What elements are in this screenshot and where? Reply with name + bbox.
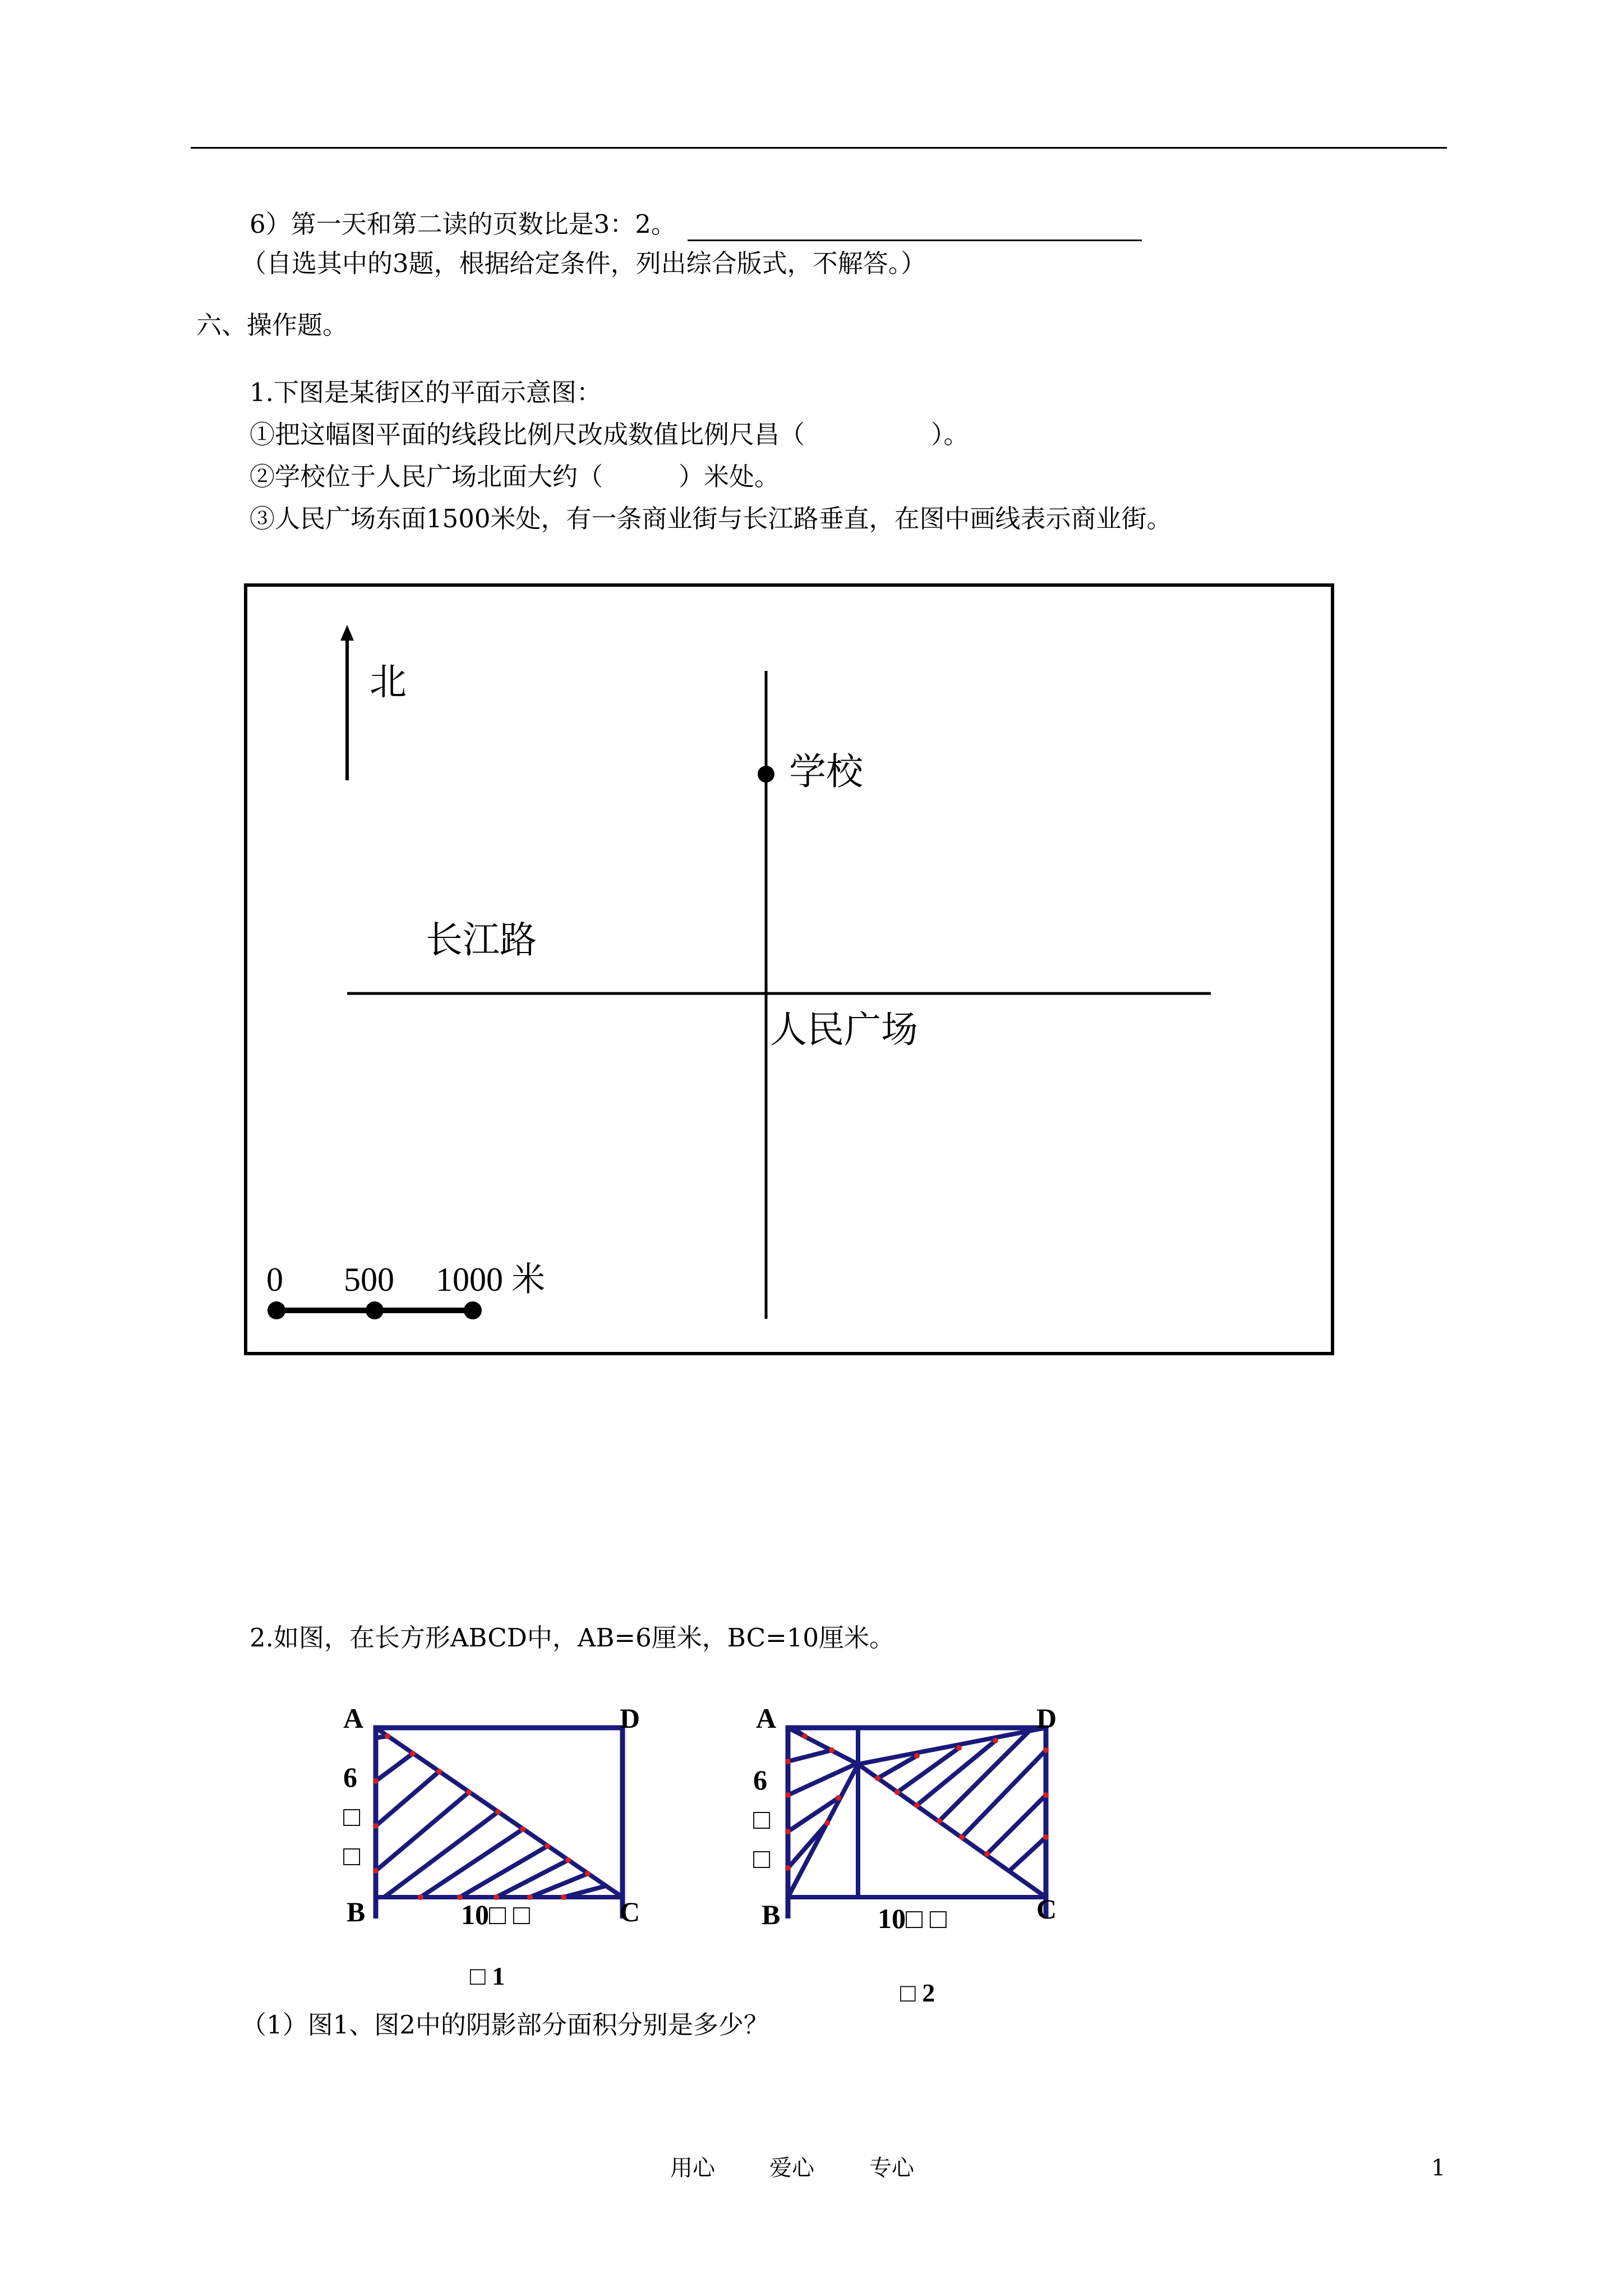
page-number: 1 — [1431, 2155, 1446, 2181]
scale-dot-0 — [268, 1301, 285, 1319]
fig2-label-B: B — [762, 1899, 781, 1930]
footer-right: 专心 — [869, 2155, 914, 2181]
footer-left: 用心 — [670, 2155, 715, 2181]
choose-note: （自选其中的3题，根据给定条件，列出综合版式，不解答。） — [241, 249, 926, 278]
fig2-side-unit-1: □ — [753, 1803, 771, 1835]
section-title: 六、操作题。 — [196, 310, 348, 340]
fig2-bottom-label: 10□ □ — [878, 1903, 947, 1934]
road-label: 长江路 — [426, 918, 537, 961]
fig2-side-number: 6 — [753, 1764, 767, 1796]
fig1-label-D: D — [620, 1703, 640, 1734]
fig1-bottom-label: 10□ □ — [461, 1899, 530, 1930]
q1-item1: ①把这幅图平面的线段比例尺改成数值比例尺昌（ ）。 — [250, 420, 969, 449]
fig1-caption: □ 1 — [470, 1962, 505, 1990]
question-6 — [250, 208, 1142, 241]
north-arrow-head — [340, 625, 354, 641]
q1-intro: 1.下图是某街区的平面示意图： — [250, 378, 602, 407]
fig1-side-number: 6 — [343, 1761, 357, 1793]
fig1-label-C: C — [620, 1896, 640, 1927]
north-label: 北 — [370, 660, 407, 703]
fig2-label-D: D — [1036, 1703, 1057, 1734]
school-dot — [758, 766, 774, 783]
answer-blank[interactable] — [688, 215, 1142, 241]
header-rule — [191, 147, 1447, 149]
scale-dot-500 — [366, 1301, 384, 1319]
school-label: 学校 — [789, 750, 863, 793]
fig1-label-A: A — [343, 1703, 364, 1734]
map-drawing — [247, 587, 1331, 1352]
fig1-side-unit-1: □ — [343, 1801, 361, 1832]
fig2-label-C: C — [1036, 1893, 1057, 1925]
question-6-text: 6）第一天和第二读的页数比是3：2。 — [250, 209, 676, 239]
q1-item3: ③人民广场东面1500米处，有一条商业街与长江路垂直，在图中画线表示商业街。 — [250, 504, 1172, 533]
square-label: 人民广场 — [770, 1008, 918, 1051]
fig2-caption: □ 2 — [900, 1978, 935, 2007]
figure-2-drawing — [771, 1711, 1052, 1918]
scale-dot-1000 — [464, 1301, 482, 1319]
street-map — [244, 583, 1334, 1355]
footer-middle: 爱心 — [769, 2155, 814, 2181]
fig1-side-unit-2: □ — [343, 1840, 361, 1871]
fig2-side-unit-2: □ — [753, 1843, 771, 1874]
q2-question-1: （1）图1、图2中的阴影部分面积分别是多少？ — [241, 2010, 769, 2040]
figure-1-drawing — [359, 1711, 651, 1918]
scale-label-0: 0 — [266, 1261, 283, 1298]
fig1-label-B: B — [347, 1896, 366, 1927]
scale-label-1000: 1000 米 — [436, 1261, 545, 1298]
fig2-label-A: A — [756, 1703, 777, 1734]
scale-label-500: 500 — [344, 1261, 394, 1298]
q2-intro: 2.如图，在长方形ABCD中，AB=6厘米，BC=10厘米。 — [250, 1623, 895, 1653]
q1-item2: ②学校位于人民广场北面大约（ ）米处。 — [250, 462, 780, 491]
